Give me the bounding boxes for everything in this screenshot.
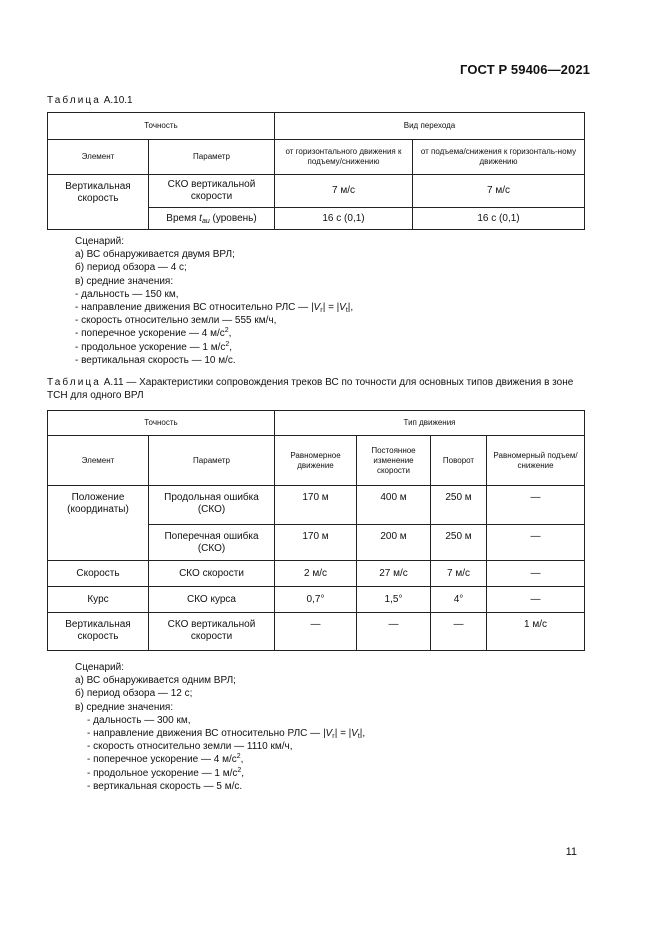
scenario-item: - вертикальная скорость — 5 м/с.	[87, 780, 243, 792]
param-sub: au	[201, 217, 210, 225]
table-number: А.10.1	[103, 95, 133, 106]
formula: |V	[322, 728, 333, 740]
cell-param-sko-vertical: СКО вертикальной скорости	[149, 175, 275, 208]
text: ,	[240, 754, 244, 766]
cell-value: 2 м/с	[275, 561, 357, 587]
scenario-2	[75, 661, 365, 793]
text: ,	[228, 328, 232, 340]
col-header-element: Элемент	[48, 436, 149, 486]
formula: |,	[347, 302, 354, 314]
scenario-item	[75, 327, 353, 340]
scenario-item: - скорость относительно земли — 1110 км/ч,	[87, 741, 293, 753]
scenario-item: в) средние значения:	[75, 701, 174, 713]
table-a11	[47, 410, 585, 651]
cell-value: 250 м	[431, 525, 487, 561]
cell-value: 4°	[431, 587, 487, 613]
param-text: Время	[166, 212, 200, 224]
table-caption: — Характеристики сопровождения треков ВС по точности для основных типов движения в зоне ТСН для одного ВРЛ	[47, 377, 574, 401]
cell-value: —	[487, 561, 585, 587]
cell-param-speed: СКО скорости	[149, 561, 275, 587]
cell-value: 27 м/с	[357, 561, 431, 587]
cell-value: —	[487, 525, 585, 561]
scenario-title: Сценарий:	[75, 236, 124, 247]
scenario-item: - дальность — 300 км,	[87, 714, 191, 726]
scenario-item: - дальность — 150 км,	[75, 288, 179, 300]
superscript: 2	[237, 766, 242, 774]
formula: |V	[310, 302, 321, 314]
formula: |,	[359, 728, 366, 740]
text: - направление движения ВС относительно РЛС —	[87, 728, 323, 740]
col-header-motion-type: Тип движения	[275, 411, 585, 436]
formula-sub: r	[332, 733, 335, 741]
col-header-constant-change: Постоянное изменение скорости	[357, 436, 431, 486]
col-header-parameter: Параметр	[149, 436, 275, 486]
scenario-title: Сценарий:	[75, 662, 124, 673]
table-a11-title	[47, 376, 584, 402]
col-header-from-horizontal: от горизонтального движения к подъему/снижению	[275, 140, 413, 175]
cell-param-long-error: Продольная ошибка (СКО)	[149, 486, 275, 525]
cell-value: 170 м	[275, 486, 357, 525]
cell-value: 200 м	[357, 525, 431, 561]
col-header-uniform-climb: Равномерный подъем/снижение	[487, 436, 585, 486]
cell-value: 400 м	[357, 486, 431, 525]
cell-param-course: СКО курса	[149, 587, 275, 613]
cell-element-course: Курс	[48, 587, 149, 613]
text: - поперечное ускорение — 4 м/с	[87, 754, 237, 766]
col-header-accuracy: Точность	[48, 411, 275, 436]
col-header-turn: Поворот	[431, 436, 487, 486]
text: - продольное ускорение — 1 м/с	[75, 341, 226, 353]
cell-element-position: Положение (координаты)	[48, 486, 149, 561]
cell-value: 170 м	[275, 525, 357, 561]
cell-value: 16 с (0,1)	[275, 208, 413, 230]
cell-value: —	[487, 587, 585, 613]
formula-sub: t	[357, 733, 360, 741]
scenario-item	[75, 767, 365, 780]
cell-param-vertical-speed: СКО вертикальной скорости	[149, 613, 275, 651]
superscript: 2	[236, 753, 241, 761]
text: - поперечное ускорение — 4 м/с	[75, 328, 225, 340]
scenario-item: - скорость относительно земли — 555 км/ч,	[75, 315, 277, 327]
superscript: 2	[224, 327, 229, 335]
cell-value: 0,7°	[275, 587, 357, 613]
text: - продольное ускорение — 1 м/с	[87, 767, 238, 779]
scenario-item: б) период обзора — 4 с;	[75, 262, 187, 274]
scenario-item: а) ВС обнаруживается двумя ВРЛ;	[75, 249, 235, 261]
col-header-parameter: Параметр	[149, 140, 275, 175]
cell-value: 7 м/с	[413, 175, 585, 208]
cell-value: —	[487, 486, 585, 525]
col-header-accuracy: Точность	[48, 113, 275, 140]
cell-element-vertical-speed: Вертикальная скорость	[48, 175, 149, 230]
cell-element-vertical-speed: Вертикальная скорость	[48, 613, 149, 651]
col-header-from-climb: от подъема/снижения к горизонталь-ному движению	[413, 140, 585, 175]
cell-value: 16 с (0,1)	[413, 208, 585, 230]
cell-value: 7 м/с	[431, 561, 487, 587]
scenario-item: а) ВС обнаруживается одним ВРЛ;	[75, 675, 236, 687]
scenario-item-direction	[75, 727, 365, 740]
page-number: 11	[565, 846, 577, 858]
cell-value: —	[431, 613, 487, 651]
col-header-transition: Вид перехода	[275, 113, 585, 140]
table-a10-1-title	[47, 94, 133, 107]
col-header-element: Элемент	[48, 140, 149, 175]
cell-value: 1,5°	[357, 587, 431, 613]
table-a10-1	[47, 112, 585, 230]
formula-sub: t	[345, 307, 348, 315]
document-code: ГОСТ Р 59406—2021	[460, 62, 590, 77]
cell-element-speed: Скорость	[48, 561, 149, 587]
scenario-item-direction	[75, 301, 353, 314]
formula: | = |V	[334, 728, 358, 740]
scenario-1	[75, 235, 353, 367]
scenario-item: - вертикальная скорость — 10 м/с.	[75, 354, 236, 366]
formula: | = |V	[322, 302, 346, 314]
table-label: Таблица	[47, 377, 101, 388]
cell-value: —	[275, 613, 357, 651]
cell-value: 7 м/с	[275, 175, 413, 208]
scenario-item	[75, 341, 353, 354]
superscript: 2	[225, 340, 230, 348]
formula-sub: r	[320, 307, 323, 315]
cell-param-lat-error: Поперечная ошибка (СКО)	[149, 525, 275, 561]
scenario-item: б) период обзора — 12 с;	[75, 688, 193, 700]
scenario-item	[75, 753, 365, 766]
text: ,	[241, 767, 245, 779]
param-text: (уровень)	[209, 212, 257, 224]
param-var: t	[199, 212, 202, 224]
cell-value: —	[357, 613, 431, 651]
scenario-item: в) средние значения:	[75, 275, 174, 287]
text: ,	[229, 341, 233, 353]
table-label: Таблица	[47, 95, 101, 106]
col-header-uniform: Равномерное движение	[275, 436, 357, 486]
table-number: А.11	[103, 377, 124, 388]
text: - направление движения ВС относительно РЛС —	[75, 302, 311, 314]
cell-value: 1 м/с	[487, 613, 585, 651]
cell-value: 250 м	[431, 486, 487, 525]
cell-param-time	[149, 208, 275, 230]
